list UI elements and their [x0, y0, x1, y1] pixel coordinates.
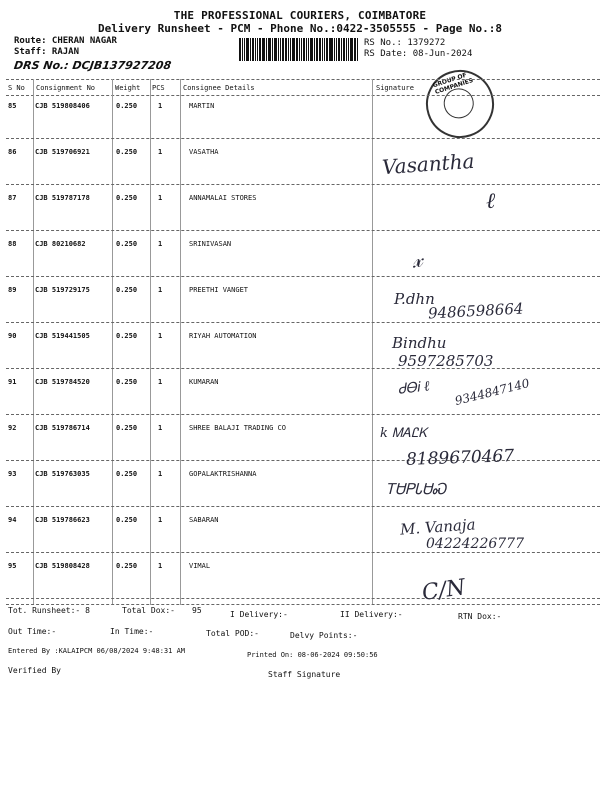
- row-pcs: 1: [158, 562, 163, 570]
- barcode-bar: [239, 38, 241, 61]
- row-pcs: 1: [158, 332, 163, 340]
- row-sno: 87: [8, 194, 17, 202]
- barcode-bar: [269, 38, 271, 61]
- barcode-bar: [357, 38, 358, 61]
- row-consignment-no: CJB 519784520: [35, 378, 90, 386]
- barcode-bar: [272, 38, 273, 61]
- barcode-bar: [336, 38, 337, 61]
- signature-93-scribble: ᎢᏌᏢᏓᏌᏍ: [386, 480, 447, 498]
- col-divider: [112, 79, 113, 605]
- verified-by: Verified By: [8, 666, 61, 675]
- barcode-bar: [255, 38, 256, 61]
- row-sno: 91: [8, 378, 17, 386]
- signature-90-phone: 9597285703: [398, 352, 494, 370]
- i-delivery: I Delivery:-: [230, 610, 288, 619]
- out-time: Out Time:-: [8, 627, 57, 636]
- row-consignee: ANNAMALAI STORES: [189, 194, 257, 202]
- barcode-bar: [348, 38, 349, 61]
- barcode: [239, 38, 359, 61]
- row-divider: [6, 138, 600, 139]
- route-label: Route: CHERAN NAGAR: [14, 36, 117, 46]
- row-sno: 90: [8, 332, 17, 340]
- row-sno: 92: [8, 424, 17, 432]
- row-weight: 0.250: [116, 148, 138, 156]
- row-consignee: MARTIN: [189, 102, 215, 110]
- row-weight: 0.250: [116, 332, 138, 340]
- row-pcs: 1: [158, 102, 163, 110]
- barcode-bar: [341, 38, 342, 61]
- ii-delivery: II Delivery:-: [340, 610, 403, 619]
- col-header-weight: Weight: [115, 84, 141, 92]
- row-sno: 86: [8, 148, 17, 156]
- barcode-bar: [334, 38, 335, 61]
- signature-91-phone: 9344847140: [453, 375, 531, 409]
- barcode-bar: [329, 38, 330, 61]
- signature-91-scribble: ᏧᎾᎥ ℓ: [397, 378, 431, 398]
- row-consignee: KUMARAN: [189, 378, 219, 386]
- barcode-bar: [346, 38, 347, 61]
- row-weight: 0.250: [116, 102, 138, 110]
- row-pcs: 1: [158, 240, 163, 248]
- barcode-bar: [288, 38, 289, 61]
- barcode-bar: [292, 38, 295, 61]
- barcode-bar: [306, 38, 307, 61]
- barcode-bar: [296, 38, 298, 61]
- signature-92-phone: 8189670467: [405, 446, 515, 470]
- row-sno: 95: [8, 562, 17, 570]
- row-pcs: 1: [158, 470, 163, 478]
- row-consignee: SHREE BALAJI TRADING CO: [189, 424, 286, 432]
- runsheet-subtitle: Delivery Runsheet - PCM - Phone No.:0422-3505555 - Page No.:8: [98, 22, 502, 35]
- row-divider: [6, 184, 600, 185]
- drs-number: DRS No.: DCJB137927208: [13, 59, 173, 72]
- row-consignment-no: CJB 519763035: [35, 470, 90, 478]
- signature-95: C/N: [420, 575, 468, 606]
- total-pod: Total POD:-: [206, 629, 259, 638]
- row-sno: 93: [8, 470, 17, 478]
- row-weight: 0.250: [116, 240, 138, 248]
- barcode-bar: [322, 38, 323, 61]
- signature-87: ℓ: [486, 189, 496, 214]
- rs-date: RS Date: 08-Jun-2024: [364, 49, 473, 59]
- row-consignee: VIMAL: [189, 562, 211, 570]
- barcode-bar: [246, 38, 249, 61]
- row-consignment-no: CJB 519786623: [35, 516, 90, 524]
- barcode-bar: [354, 38, 356, 61]
- row-pcs: 1: [158, 194, 163, 202]
- delvy-points: Delvy Points:-: [290, 631, 358, 640]
- barcode-bar: [250, 38, 251, 61]
- barcode-bar: [252, 38, 254, 61]
- barcode-bar: [343, 38, 345, 61]
- row-pcs: 1: [158, 286, 163, 294]
- barcode-bar: [316, 38, 318, 61]
- barcode-bar: [266, 38, 267, 61]
- rs-number: RS No.: 1379272: [364, 38, 446, 48]
- col-header-consignment: Consignment No: [36, 84, 96, 92]
- row-consignment-no: CJB 519441505: [35, 332, 90, 340]
- signature-94-name: M. Vanaja: [399, 515, 477, 539]
- barcode-bar: [301, 38, 302, 61]
- barcode-bar: [319, 38, 321, 61]
- signature-89-phone: 9486598664: [427, 299, 524, 323]
- barcode-bar: [308, 38, 309, 61]
- signature-89-name: P.dhn: [394, 290, 435, 308]
- row-weight: 0.250: [116, 562, 138, 570]
- row-pcs: 1: [158, 516, 163, 524]
- total-dox-value: 95: [192, 606, 202, 615]
- row-consignee: RIYAH AUTOMATION: [189, 332, 257, 340]
- barcode-bar: [310, 38, 313, 61]
- row-divider: [6, 230, 600, 231]
- row-divider: [6, 276, 600, 277]
- row-sno: 94: [8, 516, 17, 524]
- signature-86: Vasantha: [381, 148, 476, 180]
- row-divider: [6, 414, 600, 415]
- printed-on: Printed On: 08-06-2024 09:50:56: [247, 651, 378, 659]
- tot-runsheet: Tot. Runsheet:- 8: [8, 606, 90, 615]
- row-sno: 85: [8, 102, 17, 110]
- barcode-bar: [280, 38, 281, 61]
- barcode-bar: [338, 38, 340, 61]
- barcode-bar: [299, 38, 300, 61]
- row-consignment-no: CJB 519706921: [35, 148, 90, 156]
- rtn-dox: RTN Dox:-: [458, 612, 502, 621]
- total-dox-label: Total Dox:-: [122, 606, 175, 615]
- row-weight: 0.250: [116, 516, 138, 524]
- signature-92-scribble: k ᎷᎪᏝᏦ: [380, 426, 428, 441]
- table-header-line: [6, 95, 600, 96]
- barcode-bar: [278, 38, 279, 61]
- row-consignee: VASATHA: [189, 148, 219, 156]
- row-consignment-no: CJB 519729175: [35, 286, 90, 294]
- row-sno: 88: [8, 240, 17, 248]
- table-bottom-line: [6, 604, 600, 605]
- row-pcs: 1: [158, 424, 163, 432]
- row-weight: 0.250: [116, 378, 138, 386]
- col-divider: [180, 79, 181, 605]
- signature-94-phone: 04224226777: [426, 536, 524, 552]
- col-divider: [372, 79, 373, 605]
- in-time: In Time:-: [110, 627, 154, 636]
- row-weight: 0.250: [116, 470, 138, 478]
- barcode-bar: [330, 38, 333, 61]
- barcode-bar: [303, 38, 305, 61]
- barcode-bar: [324, 38, 325, 61]
- row-consignment-no: CJB 519787178: [35, 194, 90, 202]
- row-sno: 89: [8, 286, 17, 294]
- row-consignee: SABARAN: [189, 516, 219, 524]
- row-divider: [6, 552, 600, 553]
- barcode-bar: [282, 38, 284, 61]
- barcode-bar: [314, 38, 315, 61]
- barcode-bar: [257, 38, 258, 61]
- col-divider: [150, 79, 151, 605]
- row-pcs: 1: [158, 148, 163, 156]
- company-stamp: [417, 61, 503, 147]
- stamp-text: GROUP OF COMPANIES: [432, 71, 475, 96]
- row-consignment-no: CJB 519808428: [35, 562, 90, 570]
- col-header-pcs: PCS: [152, 84, 165, 92]
- barcode-bar: [285, 38, 287, 61]
- staff-signature: Staff Signature: [268, 670, 341, 679]
- barcode-bar: [268, 38, 269, 61]
- signature-90-name: Bindhu: [392, 334, 447, 352]
- staff-label: Staff: RAJAN: [14, 47, 80, 57]
- barcode-bar: [262, 38, 265, 61]
- row-divider: [6, 322, 600, 323]
- company-title: THE PROFESSIONAL COURIERS, COIMBATORE: [173, 9, 427, 22]
- col-header-consignee: Consignee Details: [183, 84, 255, 92]
- col-header-signature: Signature: [376, 84, 414, 92]
- row-divider: [6, 506, 600, 507]
- row-consignee: GOPALAKTRISHANNA: [189, 470, 257, 478]
- signature-88: 𝓍: [409, 247, 425, 274]
- row-divider: [6, 368, 600, 369]
- row-weight: 0.250: [116, 424, 138, 432]
- entered-by: Entered By :KALAIPCM 06/08/2024 9:48:31 AM: [8, 647, 186, 655]
- row-consignee: SRINIVASAN: [189, 240, 232, 248]
- row-weight: 0.250: [116, 286, 138, 294]
- row-consignment-no: CJB 80210682: [35, 240, 86, 248]
- row-divider: [6, 598, 600, 599]
- barcode-bar: [244, 38, 245, 61]
- barcode-bar: [326, 38, 328, 61]
- barcode-bar: [274, 38, 277, 61]
- barcode-bar: [259, 38, 261, 61]
- barcode-bar: [242, 38, 243, 61]
- col-header-sno: S No: [8, 84, 25, 92]
- row-weight: 0.250: [116, 194, 138, 202]
- row-consignee: PREETHI VANGET: [189, 286, 249, 294]
- row-consignment-no: CJB 519786714: [35, 424, 90, 432]
- row-pcs: 1: [158, 378, 163, 386]
- barcode-bar: [290, 38, 291, 61]
- row-consignment-no: CJB 519808406: [35, 102, 90, 110]
- barcode-bar: [350, 38, 353, 61]
- col-divider: [33, 79, 34, 605]
- table-top-line: [6, 79, 600, 80]
